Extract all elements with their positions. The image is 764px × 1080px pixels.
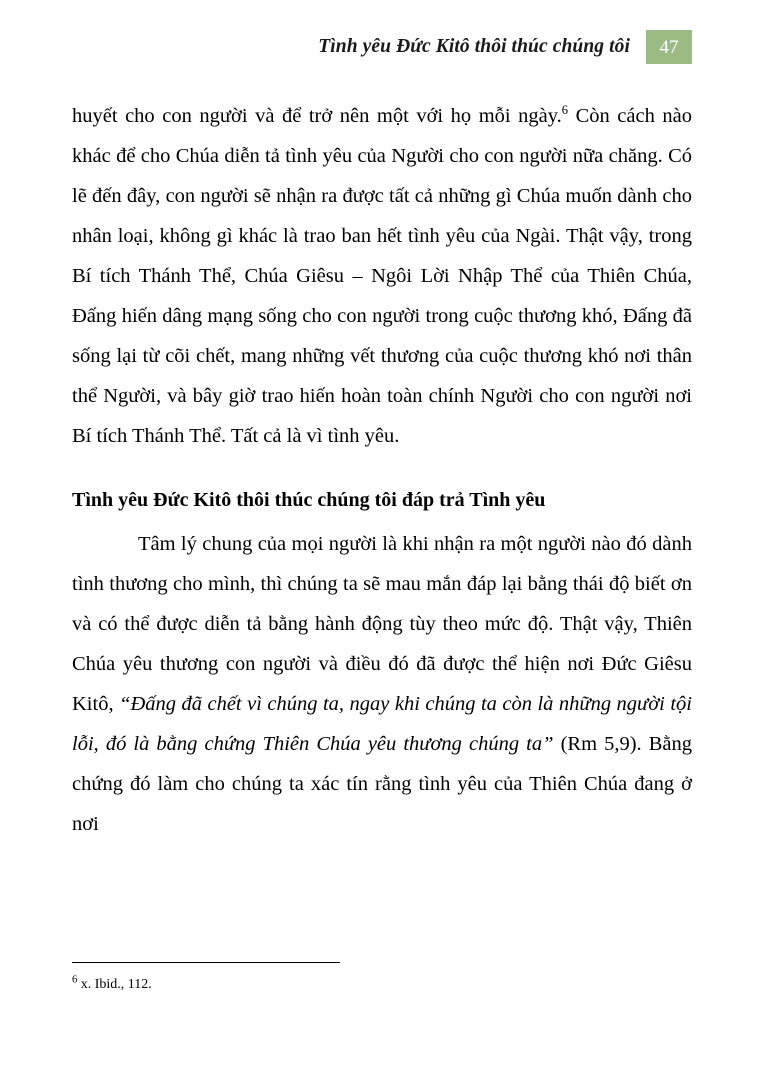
footnote-reference-6: 6 (561, 103, 569, 118)
paragraph-2-text-b: (Rm 5,9). Bằng chứng đó làm cho chúng ta xác tín rằng tình yêu của Thiên Chúa đang ở nơi (72, 733, 692, 835)
footnote-body: x. Ibid., 112. (77, 977, 152, 992)
paragraph-2 (72, 524, 692, 844)
section-subheading: Tình yêu Đức Kitô thôi thúc chúng tôi đáp trả Tình yêu (72, 489, 546, 511)
paragraph-1 (72, 96, 692, 456)
page-number-badge (646, 30, 692, 64)
footnote-area (72, 962, 692, 994)
footnote-separator (72, 962, 340, 963)
running-header (72, 30, 692, 64)
header-title: Tình yêu Đức Kitô thôi thúc chúng tôi (318, 36, 630, 57)
paragraph-1-text-b: Còn cách nào khác để cho Chúa diễn tả tình yêu của Người cho con người nữa chăng. Có lẽ đến đây, con người sẽ nhận ra được tất cả những gì Chúa muốn dành cho nhân loại, không gì khác là trao ban hết tình yêu của Ngài. Thật vậy, trong Bí tích Thánh Thể, Chúa Giêsu – Ngôi Lời Nhập Thể của Thiên Chúa, Đấng hiến dâng mạng sống cho con người trong cuộc thương khó, Đấng đã sống lại từ cõi chết, mang những vết thương của cuộc thương khó nơi thân thể Người, và bây giờ trao hiến hoàn toàn chính Người cho con người nơi Bí tích Thánh Thể. Tất cả là vì tình yêu. (72, 105, 692, 447)
paragraph-1-text-a: huyết cho con người và để trở nên một với họ mỗi ngày. (72, 105, 562, 127)
scripture-quote: “Đấng đã chết vì chúng ta, ngay khi chúng ta còn là những người tội lỗi, đó là bằng chứng Thiên Chúa yêu thương chúng ta” (72, 693, 692, 755)
footnote-entry (72, 976, 692, 994)
paragraph-2-text-a: Tâm lý chung của mọi người là khi nhận ra một người nào đó dành tình thương cho mình, thì chúng ta sẽ mau mắn đáp lại bằng thái độ biết ơn và có thể được diễn tả bằng hành động tùy theo mức độ. Thật vậy, Thiên Chúa yêu thương con người và điều đó đã được thể hiện nơi Đức Giêsu Kitô, (72, 533, 692, 715)
page-number: 47 (659, 36, 679, 58)
footnote-marker: 6 (72, 974, 78, 986)
page-body (72, 96, 692, 844)
